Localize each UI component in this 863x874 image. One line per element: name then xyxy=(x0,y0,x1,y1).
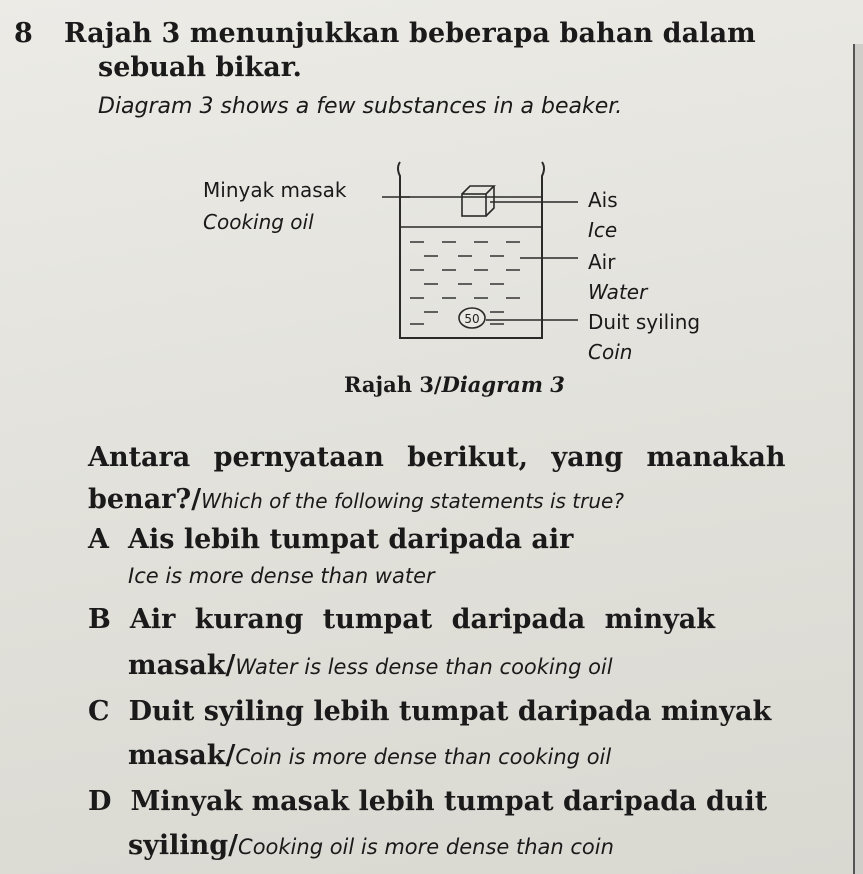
option-d xyxy=(88,786,767,817)
label-water-ms: Air xyxy=(588,250,616,274)
option-d-line2 xyxy=(128,830,614,861)
option-a-letter: A xyxy=(88,524,109,555)
option-c-letter: C xyxy=(88,696,110,727)
label-coin-ms: Duit syiling xyxy=(588,310,701,334)
label-ice-en: Ice xyxy=(588,218,618,242)
beaker-diagram xyxy=(370,150,590,350)
question-text-ms-line1: Rajah 3 menunjukkan beberapa bahan dalam xyxy=(64,18,756,49)
stem-ms-line2: benar?/ xyxy=(88,484,202,515)
stem-en: Which of the following statements is true? xyxy=(201,489,624,513)
option-a xyxy=(88,524,573,555)
label-coin-en: Coin xyxy=(588,340,633,364)
coin xyxy=(459,308,485,328)
option-d-ms-cont: syiling/ xyxy=(128,830,239,861)
option-c-line2 xyxy=(128,740,611,771)
option-d-en: Cooking oil is more dense than coin xyxy=(238,835,614,859)
stem-ms-line1: Antara pernyataan berikut, yang manakah xyxy=(88,442,786,473)
option-b-en: Water is less dense than cooking oil xyxy=(235,655,613,679)
option-a-en: Ice is more dense than water xyxy=(128,564,435,588)
option-d-letter: D xyxy=(88,786,112,817)
question-text-ms-line2: sebuah bikar. xyxy=(98,52,302,83)
question-number: 8 xyxy=(14,18,33,49)
option-c-en: Coin is more dense than cooking oil xyxy=(235,745,612,769)
option-c xyxy=(88,696,771,727)
option-b-letter: B xyxy=(88,604,111,635)
option-c-ms: Duit syiling lebih tumpat daripada minyak xyxy=(128,696,772,727)
option-b-ms: Air kurang tumpat daripada minyak xyxy=(129,604,715,635)
option-b-ms-cont: masak/ xyxy=(128,650,236,681)
page-edge xyxy=(853,44,863,874)
coin-value: 50 xyxy=(464,312,480,326)
option-a-ms: Ais lebih tumpat daripada air xyxy=(128,524,574,555)
question-text-en: Diagram 3 shows a few substances in a beaker. xyxy=(98,94,623,119)
label-cooking-oil-ms: Minyak masak xyxy=(203,178,347,202)
option-b xyxy=(88,604,715,635)
ice-cube xyxy=(462,186,494,216)
diagram-caption: Rajah 3/Diagram 3 xyxy=(344,372,565,397)
label-cooking-oil-en: Cooking oil xyxy=(203,210,314,234)
option-d-ms: Minyak masak lebih tumpat daripada duit xyxy=(130,786,768,817)
stem-line2 xyxy=(88,484,624,515)
option-c-ms-cont: masak/ xyxy=(128,740,236,771)
label-water-en: Water xyxy=(588,280,648,304)
label-ice-ms: Ais xyxy=(588,188,618,212)
option-b-line2 xyxy=(128,650,613,681)
